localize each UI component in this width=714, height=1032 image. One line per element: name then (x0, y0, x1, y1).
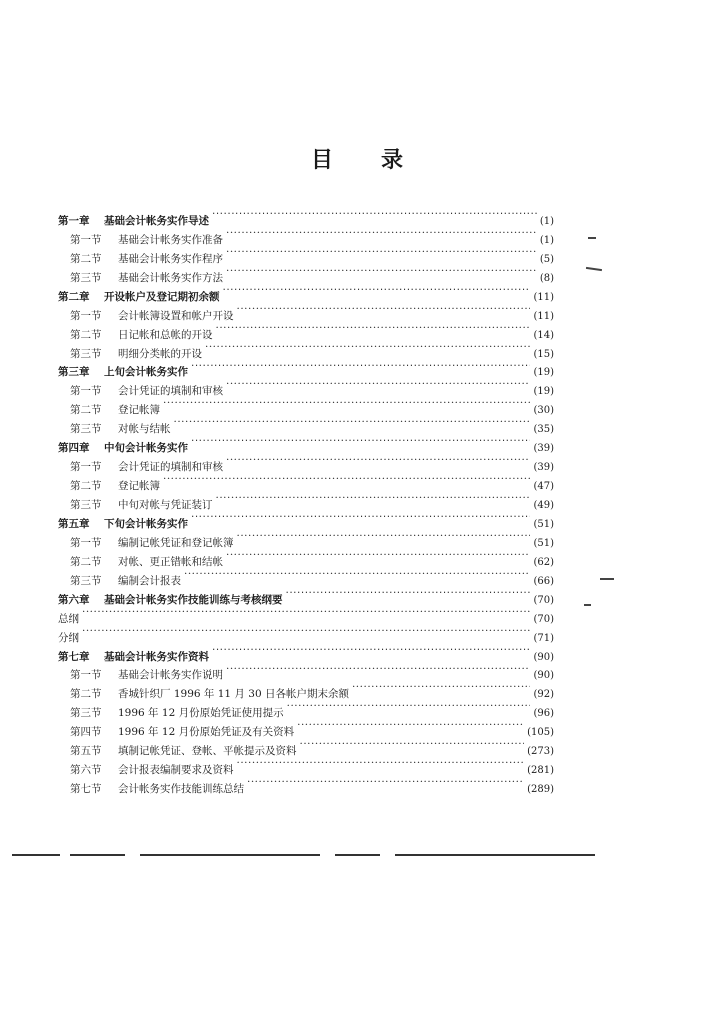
title-char-left: 目 (310, 148, 333, 173)
dot-leader (191, 508, 530, 527)
toc-entry-number: 第三节 (70, 347, 102, 360)
toc-entry-label (70, 723, 294, 742)
toc-entry-label (58, 629, 79, 648)
dot-leader (226, 262, 537, 281)
toc-entry-title: 会计报表编制要求及资料 (118, 764, 234, 777)
toc-page-number: (70) (533, 594, 554, 606)
toc-page-number: (90) (533, 651, 554, 663)
toc-entry-label (70, 345, 202, 364)
toc-entry-number: 第四节 (70, 726, 102, 739)
toc-page-number: (39) (533, 462, 554, 474)
dot-leader (223, 281, 531, 300)
toc-entry-label (70, 477, 160, 496)
toc-entry-label (58, 610, 79, 629)
toc-page-number: (51) (533, 537, 554, 549)
toc-entry-title: 基础会计帐务实作程序 (118, 252, 223, 265)
toc-entry-number: 第一节 (70, 233, 102, 246)
scan-rule-3 (140, 854, 320, 856)
toc-entry-label (70, 780, 244, 799)
dot-leader (191, 357, 530, 376)
toc-page-number: (19) (533, 367, 554, 379)
toc-entry-number: 第五章 (58, 517, 90, 530)
toc-entry-title: 明细分类帐的开设 (118, 347, 202, 360)
toc-entry-title: 下旬会计帐务实作 (104, 517, 188, 530)
toc-entry-label (70, 572, 181, 591)
dot-leader (163, 394, 530, 413)
toc-entry-title: 香城针织厂 1996 年 11 月 30 日各帐户期末余额 (118, 688, 349, 701)
dot-leader (287, 697, 531, 716)
scan-mark (584, 604, 591, 606)
dot-leader (82, 603, 530, 622)
page-title (0, 143, 714, 174)
dot-leader (226, 243, 537, 262)
toc-entry-label (70, 307, 234, 326)
toc-entry-number: 第五节 (70, 745, 102, 758)
toc-page-number: (96) (533, 708, 554, 720)
toc-entry-number: 第三章 (58, 366, 90, 379)
dot-leader (237, 300, 531, 319)
dot-leader (212, 641, 530, 660)
toc-page-number: (289) (527, 784, 554, 796)
toc-entry-title: 基础会计帐务实作准备 (118, 233, 223, 246)
toc-entry-number: 第六章 (58, 593, 90, 606)
dot-leader (226, 660, 530, 679)
dot-leader (216, 319, 531, 338)
toc-entry-title: 基础会计帐务实作资料 (104, 650, 209, 663)
toc-page-number: (1) (539, 234, 554, 246)
toc-section-row (58, 622, 554, 644)
toc-entry-title: 日记帐和总帐的开设 (118, 328, 213, 341)
toc-entry-number: 第四章 (58, 442, 90, 455)
toc-entry-label (70, 761, 234, 780)
toc-entry-label (70, 231, 223, 250)
title-char-right: 录 (381, 148, 404, 173)
toc-page-number: (273) (527, 746, 554, 758)
toc-entry-number: 第七节 (70, 783, 102, 796)
toc-entry-title: 登记帐簿 (118, 480, 160, 493)
dot-leader (226, 546, 530, 565)
toc-entry-title: 基础会计帐务实作导述 (104, 214, 209, 227)
toc-page-number: (19) (533, 386, 554, 398)
scan-rule-2 (70, 854, 125, 856)
dot-leader (352, 678, 531, 697)
dot-leader (226, 224, 537, 243)
toc-entry-title: 开设帐户及登记期初余额 (104, 290, 220, 303)
toc-page-number: (30) (533, 405, 554, 417)
toc-entry-title: 会计帐簿设置和帐户开设 (118, 309, 234, 322)
toc-entry-number: 第七章 (58, 650, 90, 663)
toc-entry-number: 第二节 (70, 480, 102, 493)
toc-entry-title: 填制记帐凭证、登帐、平帐提示及资料 (118, 745, 297, 758)
toc-entry-title: 编制记帐凭证和登记帐簿 (118, 536, 234, 549)
toc-entry-title: 会计帐务实作技能训练总结 (118, 783, 244, 796)
toc-entry-label (58, 212, 209, 231)
toc-page-number: (5) (539, 253, 554, 265)
toc-entry-label (70, 401, 160, 420)
toc-entry-title: 总纲 (58, 612, 79, 625)
toc-entry-title: 1996 年 12 月份原始凭证使用提示 (118, 707, 284, 720)
dot-leader (212, 205, 537, 224)
toc-page-number: (15) (533, 348, 554, 360)
toc-entry-number: 第二章 (58, 290, 90, 303)
toc-entry-label (58, 439, 188, 458)
toc-chapter-row (58, 205, 554, 227)
toc-entry-label (58, 648, 209, 667)
toc-page-number: (105) (527, 727, 554, 739)
scan-rule-5 (395, 854, 595, 856)
dot-leader (184, 565, 530, 584)
toc-entry-number: 第一节 (70, 669, 102, 682)
toc-entry-label (70, 269, 223, 288)
toc-entry-number: 第三节 (70, 271, 102, 284)
toc-entry-number: 第一节 (70, 309, 102, 322)
dot-leader (226, 375, 530, 394)
toc-entry-label (58, 363, 188, 382)
toc-entry-number: 第三节 (70, 423, 102, 436)
toc-entry-number: 第二节 (70, 404, 102, 417)
toc-page-number: (14) (533, 329, 554, 341)
toc-page-number: (281) (527, 765, 554, 777)
toc-page-number: (47) (533, 481, 554, 493)
scan-mark (586, 267, 602, 271)
toc-page-number: (90) (533, 670, 554, 682)
toc-entry-number: 第一章 (58, 214, 90, 227)
dot-leader (226, 451, 530, 470)
toc-entry-number: 第一节 (70, 461, 102, 474)
toc-entry-number: 第二节 (70, 328, 102, 341)
dot-leader (216, 489, 531, 508)
toc-page-number: (8) (539, 272, 554, 284)
toc-page-number: (49) (533, 500, 554, 511)
toc-entry-title: 分纲 (58, 631, 79, 644)
toc-entry-label (58, 288, 220, 307)
toc-page-number: (62) (533, 556, 554, 568)
toc-entry-title: 编制会计报表 (118, 574, 181, 587)
dot-leader (247, 773, 524, 792)
toc-entry-title: 对帐与结帐 (118, 423, 171, 436)
toc-entry-number: 第六节 (70, 764, 102, 777)
dot-leader (237, 527, 531, 546)
toc-entry-label (70, 534, 234, 553)
toc-entry-label (70, 250, 223, 269)
dot-leader (82, 622, 530, 641)
toc-entry-title: 基础会计帐务实作方法 (118, 271, 223, 284)
toc-entry-number: 第三节 (70, 707, 102, 720)
toc-page-number: (35) (533, 424, 554, 436)
dot-leader (174, 413, 531, 432)
toc-entry-label (58, 515, 188, 534)
scan-mark (600, 578, 614, 580)
toc-entry-label (70, 420, 171, 439)
toc-page-number: (66) (533, 575, 554, 587)
toc-entry-number: 第三节 (70, 574, 102, 587)
toc-entry-title: 1996 年 12 月份原始凭证及有关资料 (118, 726, 295, 739)
scan-rule-1 (12, 854, 60, 856)
toc-entry-number: 第二节 (70, 555, 102, 568)
scan-mark (588, 237, 596, 239)
toc-entry-title: 登记帐簿 (118, 404, 160, 417)
toc-entry-label (70, 704, 284, 723)
toc-entry-title: 对帐、更正错帐和结帐 (118, 555, 223, 568)
dot-leader (191, 432, 530, 451)
toc-page-number: (71) (533, 632, 554, 644)
toc-entry-number: 第三节 (70, 499, 102, 511)
toc-entry-label (70, 666, 223, 685)
toc-page-number: (92) (533, 689, 554, 701)
toc-entry-title: 基础会计帐务实作技能训练与考核纲要 (104, 593, 283, 606)
toc-entry-number: 第二节 (70, 252, 102, 265)
dot-leader (205, 338, 530, 357)
toc-entry-title: 会计凭证的填制和审核 (118, 461, 223, 474)
table-of-contents (58, 205, 554, 796)
toc-entry-title: 中旬会计帐务实作 (104, 442, 188, 455)
toc-entry-title: 上旬会计帐务实作 (104, 366, 188, 379)
toc-section-row (58, 603, 554, 625)
toc-entry-title: 中旬对帐与凭证装订 (118, 499, 213, 511)
toc-page-number: (51) (533, 518, 554, 530)
dot-leader (286, 584, 531, 603)
toc-entry-title: 基础会计帐务实作说明 (118, 669, 223, 682)
toc-entry-number: 第二节 (70, 688, 102, 701)
toc-entry-title: 会计凭证的填制和审核 (118, 385, 223, 398)
toc-page-number: (11) (533, 291, 554, 303)
toc-chapter-row (58, 641, 554, 663)
dot-leader (300, 735, 525, 754)
toc-page-number: (39) (533, 443, 554, 455)
dot-leader (237, 754, 525, 773)
dot-leader (163, 470, 530, 489)
toc-page-number: (11) (533, 310, 554, 322)
toc-page-number: (1) (539, 215, 554, 227)
scan-rule-4 (335, 854, 380, 856)
toc-page-number: (70) (533, 613, 554, 625)
toc-entry-label (70, 326, 213, 345)
toc-entry-number: 第一节 (70, 385, 102, 398)
toc-entry-number: 第一节 (70, 536, 102, 549)
dot-leader (297, 716, 524, 735)
